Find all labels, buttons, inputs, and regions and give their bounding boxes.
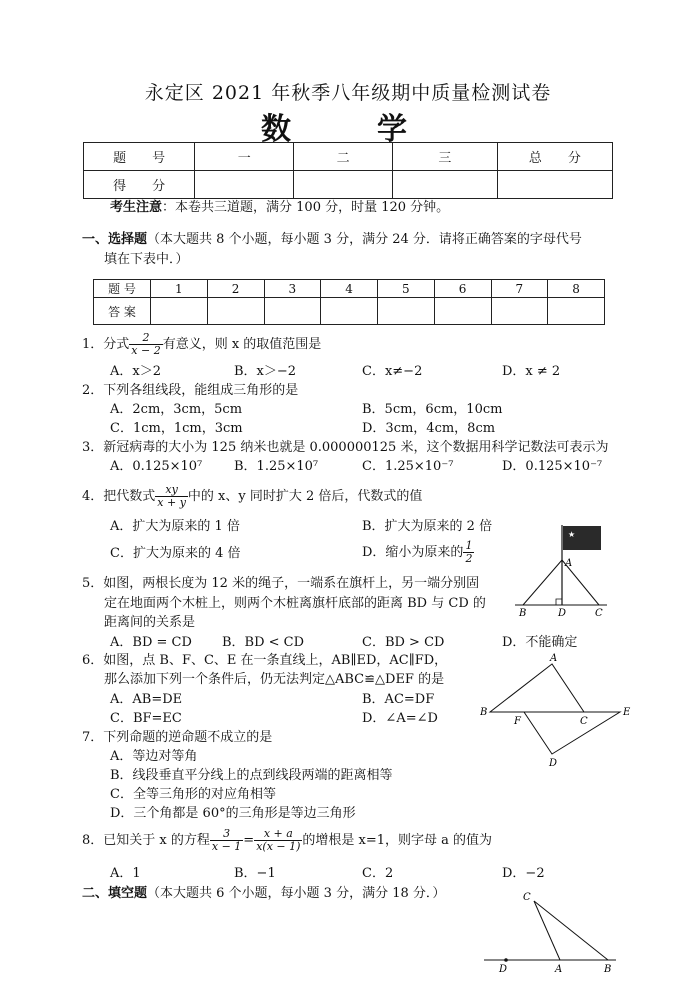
q4-d-frac-num: 1 [465,539,473,552]
score-cell[interactable] [195,171,294,199]
q8-prefix: 8．已知关于 x 的方程 [82,833,210,848]
flagpole-figure [505,520,615,620]
answer-cell[interactable] [491,298,548,325]
q8-f1-den: x − 1 [211,840,242,853]
q7-stem: 7．下列命题的逆命题不成立的是 [82,730,273,745]
triangles-figure [480,652,635,770]
q3-option-b[interactable]: B．1.25×10⁷ [234,459,319,474]
answer-table [93,279,605,325]
q1-option-d[interactable]: D．x ≠ 2 [502,364,561,379]
q5-option-b[interactable]: B．BD < CD [222,635,305,650]
q5-option-d[interactable]: D．不能确定 [502,635,578,650]
fig6-label-d: D [549,758,558,769]
q8-suffix: 的增根是 x=1，则字母 a 的值为 [302,833,493,848]
q1-option-b[interactable]: B．x＞−2 [234,364,297,379]
answer-cell[interactable] [264,298,321,325]
section2-desc: （本大题共 6 个小题，每小题 3 分，满分 18 分．） [147,886,446,901]
q4-suffix: 中的 x、y 同时扩大 2 倍后，代数式的值 [187,489,423,504]
fig6-label-e: E [623,707,631,718]
score-row-label: 得 分 [84,171,195,199]
answer-row-label: 答 案 [94,298,151,325]
notice-text: ：本卷共三道题，满分 100 分，时量 120 分钟。 [162,200,450,215]
q7-option-d[interactable]: D．三个角都是 60°的三角形是等边三角形 [110,806,356,821]
score-header-cell: 总 分 [497,143,612,171]
q1-stem [82,330,321,360]
answer-number: 4 [321,280,378,298]
subject-title: 数 学 [261,112,435,147]
answer-number: 3 [264,280,321,298]
q4-option-b[interactable]: B．扩大为原来的 2 倍 [362,519,493,534]
q2-option-a[interactable]: A．2cm，3cm，5cm [110,402,243,417]
q4-d-frac-den: 2 [465,552,473,565]
q5-option-a[interactable]: A．BD = CD [110,635,192,650]
q4-option-c[interactable]: C．扩大为原来的 4 倍 [110,546,241,561]
fig5-label-c: C [595,608,603,619]
q8-option-d[interactable]: D．−2 [502,866,545,881]
q3-option-a[interactable]: A．0.125×10⁷ [110,459,203,474]
section2-heading: 二、填空题 [82,886,148,901]
fig-bottom-label-d: D [499,964,508,975]
q3-option-d[interactable]: D．0.125×10⁻⁷ [502,459,603,474]
q4-option-d-text: D．缩小为原来的 [362,545,464,560]
q8-option-a[interactable]: A．1 [110,866,141,881]
q6-option-d[interactable]: D．∠A=∠D [362,711,438,726]
score-header-cell: 三 [393,143,498,171]
fig5-label-b: B [519,608,527,619]
q1-suffix: 有意义，则 x 的取值范围是 [162,337,322,352]
fig5-label-a: A [565,558,573,569]
section1-heading: 一、选择题 [82,232,148,247]
q6-option-c[interactable]: C．BF=EC [110,711,182,726]
answer-cell[interactable] [321,298,378,325]
exam-title: 永定区 2021 年秋季八年级期中质量检测试卷 [144,82,552,104]
answer-number: 8 [548,280,605,298]
q7-option-b[interactable]: B．线段垂直平分线上的点到线段两端的距离相等 [110,768,393,783]
section1-header [82,232,582,248]
q4-option-a[interactable]: A．扩大为原来的 1 倍 [110,519,240,534]
q8-f1-num: 3 [210,828,243,841]
svg-text:★: ★ [568,530,576,539]
score-header-cell: 一 [195,143,294,171]
fig-bottom-label-a: A [555,964,563,975]
q3-stem: 3．新冠病毒的大小为 125 纳米也就是 0.000000125 米，这个数据用科学记数法可表示为 [82,440,609,455]
answer-number: 6 [434,280,491,298]
q2-option-c[interactable]: C．1cm，1cm，3cm [110,421,243,436]
score-cell[interactable] [393,171,498,199]
q5-stem-1: 5．如图，两根长度为 12 米的绳子，一端系在旗杆上，另一端分别固 [82,576,480,591]
score-header-cell: 二 [294,143,393,171]
q4-frac-num: xy [155,484,188,497]
fig6-label-c: C [580,716,588,727]
fig6-label-a: A [550,653,558,664]
q3-option-c[interactable]: C．1.25×10⁻⁷ [362,459,454,474]
notice-label: 考生注意 [110,200,163,215]
q4-option-d-fraction [463,540,474,565]
q8-f2-den: x(x − 1) [256,840,301,853]
fig-bottom-label-c: C [523,892,531,903]
answer-number: 1 [151,280,208,298]
answer-number: 7 [491,280,548,298]
score-header-cell: 题 号 [84,143,195,171]
q5-option-c[interactable]: C．BD > CD [362,635,445,650]
section1-desc-2: 填在下表中．） [104,252,189,267]
q1-option-a[interactable]: A．x＞2 [110,364,161,379]
q7-option-a[interactable]: A．等边对等角 [110,749,198,764]
q1-frac-num: 2 [129,332,162,345]
q6-stem-2: 那么添加下列一个条件后，仍无法判定△ABC≌△DEF 的是 [104,672,445,687]
q8-option-c[interactable]: C．2 [362,866,394,881]
score-cell[interactable] [497,171,612,199]
q4-prefix: 4．把代数式 [82,489,156,504]
q4-stem [82,482,422,512]
q1-fraction [129,332,162,357]
fig5-label-d: D [558,608,567,619]
answer-number: 2 [207,280,264,298]
answer-cell[interactable] [434,298,491,325]
fig6-label-f: F [514,716,521,727]
answer-cell[interactable] [378,298,435,325]
q2-option-b[interactable]: B．5cm，6cm，10cm [362,402,503,417]
q8-equals: = [243,833,255,848]
q2-stem: 2．下列各组线段，能组成三角形的是 [82,383,299,398]
bottom-triangle-figure [482,888,622,978]
fig6-label-b: B [480,707,488,718]
q8-f2-num: x + a [254,828,302,841]
section2-header [82,886,445,902]
q4-fraction [155,484,188,509]
q8-stem [82,826,492,856]
answer-cell[interactable] [151,298,208,325]
q2-option-d[interactable]: D．3cm，4cm，8cm [362,421,496,436]
q6-stem-1: 6．如图，点 B、F、C、E 在一条直线上，AB∥ED，AC∥FD， [82,653,448,668]
answer-cell[interactable] [548,298,605,325]
q4-frac-den: x + y [157,496,186,509]
notice [110,200,449,216]
q1-option-c[interactable]: C．x≠−2 [362,364,423,379]
section1-desc: （本大题共 8 个小题，每小题 3 分，满分 24 分．请将正确答案的字母代号 [147,232,582,247]
q1-frac-den: x − 2 [131,344,161,357]
score-table [83,142,613,199]
q4-option-d[interactable] [362,538,474,568]
answer-cell[interactable] [207,298,264,325]
q5-stem-3: 距离间的关系是 [104,615,196,630]
q8-option-b[interactable]: B．−1 [234,866,276,881]
fig-bottom-label-b: B [604,964,612,975]
q6-option-b[interactable]: B．AC=DF [362,692,435,707]
q7-option-c[interactable]: C．全等三角形的对应角相等 [110,787,276,802]
q6-option-a[interactable]: A．AB=DE [110,692,183,707]
q1-prefix: 1．分式 [82,337,130,352]
q8-fraction-1 [210,828,243,853]
q8-fraction-2 [254,828,302,853]
answer-number: 5 [378,280,435,298]
score-cell[interactable] [294,171,393,199]
answer-row-label: 题 号 [94,280,151,298]
q5-stem-2: 定在地面两个木桩上，则两个木桩离旗杆底部的距离 BD 与 CD 的 [104,596,486,611]
